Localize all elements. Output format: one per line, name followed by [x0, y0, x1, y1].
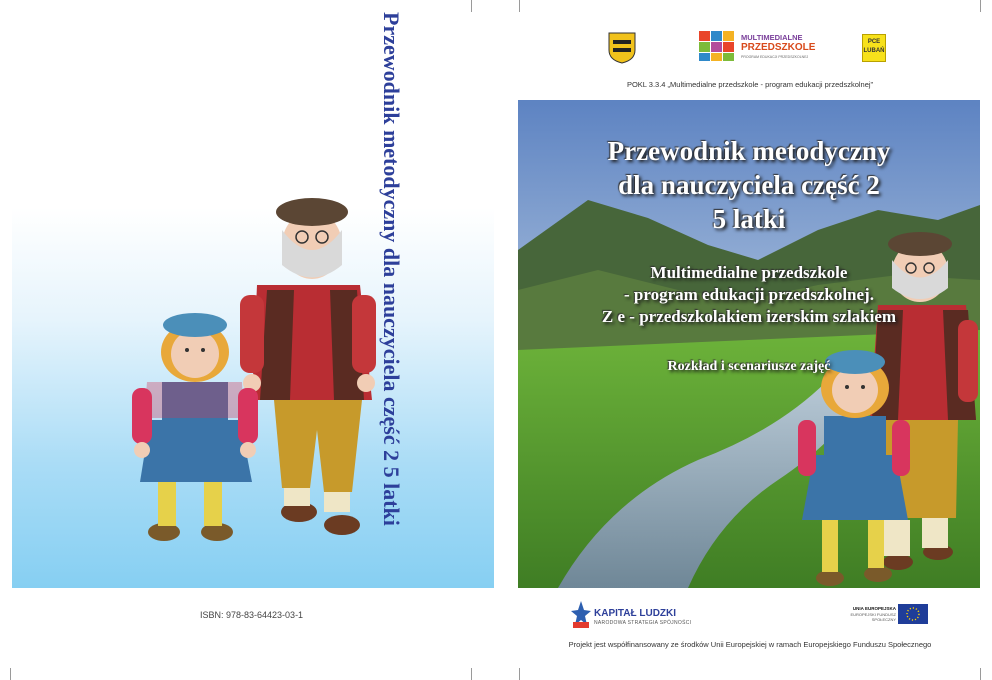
crop-mark	[980, 0, 981, 12]
grandpa-doll	[240, 198, 376, 535]
kapital-ludzki-title: KAPITAŁ LUDZKI	[594, 608, 677, 619]
coat-of-arms-icon	[608, 32, 636, 64]
front-schedule-line: Rozkład i scenariusze zajęć	[667, 359, 831, 374]
front-subtitle	[518, 262, 980, 328]
multimedialne-puzzle-icon	[698, 30, 736, 62]
logo-multimedialne-subtext: PROGRAM EDUKACJI PRZEDSZKOLNEJ	[741, 55, 809, 59]
logo-multimedialne-text: MULTIMEDIALNE	[741, 33, 803, 42]
kapital-ludzki-subtitle: NARODOWA STRATEGIA SPÓJNOŚCI	[594, 620, 692, 626]
isbn-text: ISBN: 978-83-64423-03-1	[200, 610, 304, 620]
crop-mark	[10, 668, 11, 680]
front-subtitle-line: Z e - przedszkolakiem izerskim szlakiem	[601, 307, 897, 326]
crop-mark	[471, 0, 472, 12]
spine-title: Przewodnik metodyczny dla nauczyciela część 2 5 latki	[379, 12, 404, 526]
front-title-line: 5 latki	[712, 204, 786, 234]
eu-subtitle: EUROPEJSKI FUNDUSZ SPOŁECZNY	[850, 612, 896, 622]
dolls-illustration	[12, 100, 494, 588]
funding-statement: Projekt jest współfinansowany ze środków Unii Europejskiej w ramach Europejskiego Funduszu Społecznego	[568, 640, 932, 649]
back-cover-background	[12, 100, 494, 588]
crop-mark	[471, 668, 472, 680]
front-main-title	[518, 134, 980, 236]
eu-flag-icon	[898, 604, 928, 624]
girl-doll	[132, 313, 258, 541]
front-title-line: dla nauczyciela część 2	[618, 170, 880, 200]
front-title-line: Przewodnik metodyczny	[607, 136, 891, 166]
logo-przedszkole-text: PRZEDSZKOLE	[741, 42, 816, 53]
front-cover	[518, 100, 980, 588]
eu-title: UNIA EUROPEJSKA	[852, 606, 896, 611]
crop-mark	[980, 668, 981, 680]
front-subtitle-line: - program edukacji przedszkolnej.	[624, 285, 874, 304]
pce-luban-logo: PCE LUBAŃ	[862, 34, 886, 62]
crop-mark	[519, 0, 520, 12]
pokl-project-line: POKL 3.3.4 „Multimedialne przedszkole - program edukacji przedszkolnej”	[626, 80, 874, 89]
front-subtitle-line: Multimedialne przedszkole	[650, 263, 848, 282]
kapital-ludzki-icon	[570, 600, 592, 630]
crop-mark	[519, 668, 520, 680]
